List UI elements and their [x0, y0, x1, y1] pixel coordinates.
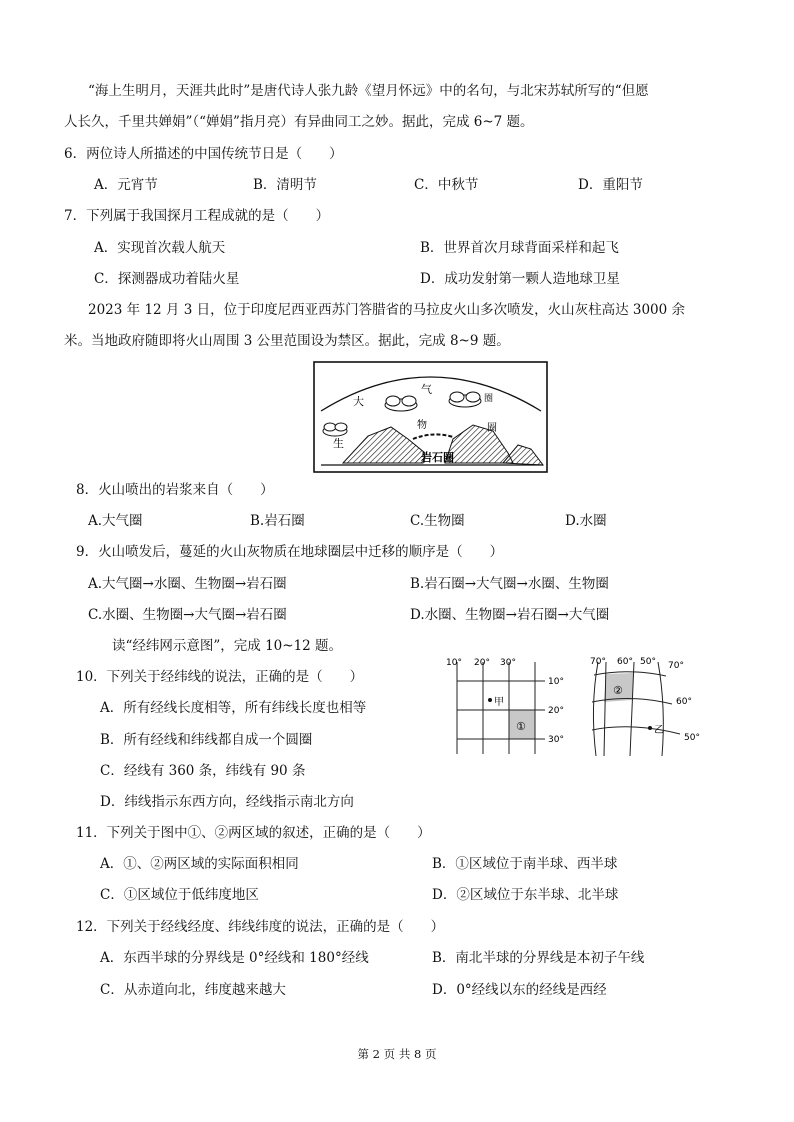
q9-option-d[interactable]: D.水圈、生物圈→岩石圈→大气圈 — [410, 607, 610, 623]
q11-option-d[interactable]: D．②区域位于东半球、北半球 — [432, 887, 619, 903]
left-top-label-3: 30° — [500, 658, 516, 668]
q10-option-b[interactable]: B．所有经线和纬线都自成一个圆圈 — [100, 732, 313, 748]
q12-option-d[interactable]: D．0°经线以东的经线是西经 — [432, 982, 607, 998]
right-side-label-3: 50° — [684, 733, 700, 743]
passage-2-line-2: 米。当地政府随即将火山周围 3 公里范围设为禁区。据此，完成 8~9 题。 — [64, 333, 510, 349]
q6-option-c[interactable]: C．中秋节 — [414, 177, 479, 193]
passage-1-line-2: 人长久，千里共婵娟”（“婵娟”指月亮）有异曲同工之妙。据此，完成 6~7 题。 — [64, 114, 534, 130]
q8-option-d[interactable]: D.水圈 — [565, 513, 607, 529]
label-wu: 物 — [417, 420, 427, 431]
left-side-label-1: 10° — [548, 677, 564, 687]
right-side-label-1: 70° — [668, 661, 684, 671]
q12-option-c[interactable]: C．从赤道向北，纬度越来越大 — [100, 982, 286, 998]
page-footer: 第 2 页 共 8 页 — [357, 1047, 437, 1061]
q7-option-a[interactable]: A．实现首次载人航天 — [94, 240, 226, 256]
q8-option-a[interactable]: A.大气圈 — [88, 513, 143, 529]
right-side-label-2: 60° — [676, 697, 692, 707]
passage-3: 读“经纬网示意图”，完成 10~12 题。 — [112, 638, 343, 654]
label-quan-2: 圈 — [487, 423, 497, 434]
question-8-stem: 8．火山喷出的岩浆来自（ ） — [76, 482, 274, 498]
question-7-stem: 7．下列属于我国探月工程成就的是（ ） — [64, 208, 330, 224]
label-quan-1: 圈 — [484, 394, 494, 404]
left-grid — [457, 662, 545, 754]
label-lithosphere: 岩石圈 — [421, 451, 454, 464]
q7-option-d[interactable]: D．成功发射第一颗人造地球卫星 — [420, 271, 620, 287]
point-yi — [648, 726, 652, 730]
right-grid — [592, 662, 680, 756]
q10-option-a[interactable]: A．所有经线长度相等，所有纬线长度也相等 — [100, 700, 367, 716]
passage-2-line-1: 2023 年 12 月 3 日，位于印度尼西亚西苏门答腊省的马拉皮火山多次喷发，火山灰柱高达 3000 余 — [88, 302, 686, 318]
q8-option-c[interactable]: C.生物圈 — [410, 513, 465, 529]
question-10-stem: 10．下列关于经纬线的说法，正确的是（ ） — [76, 669, 364, 685]
passage-1-line-1: “海上生明月，天涯共此时”是唐代诗人张九龄《望月怀远》中的名句，与北宋苏轼所写的“但愿 — [88, 83, 649, 99]
q8-option-b[interactable]: B.岩石圈 — [250, 513, 305, 529]
region-1-label: ① — [516, 720, 526, 733]
question-12-stem: 12．下列关于经线经度、纬线纬度的说法，正确的是（ ） — [76, 919, 445, 935]
label-sheng: 生 — [333, 437, 344, 450]
cloud-3 — [323, 423, 347, 436]
left-top-label-2: 20° — [474, 658, 490, 668]
q9-option-b[interactable]: B.岩石圈→大气圈→水圈、生物圈 — [410, 576, 609, 592]
q11-option-c[interactable]: C．①区域位于低纬度地区 — [100, 887, 259, 903]
point-jia-label: 甲 — [494, 697, 504, 708]
q12-option-a[interactable]: A．东西半球的分界线是 0°经线和 180°经线 — [100, 950, 369, 966]
q6-option-a[interactable]: A．元宵节 — [94, 177, 158, 193]
left-top-label-1: 10° — [446, 658, 462, 668]
q12-option-b[interactable]: B．南北半球的分界线是本初子午线 — [432, 950, 645, 966]
q7-option-c[interactable]: C．探测器成功着陆火星 — [94, 271, 240, 287]
q9-option-a[interactable]: A.大气圈→水圈、生物圈→岩石圈 — [88, 576, 287, 592]
q11-option-b[interactable]: B．①区域位于南半球、西半球 — [432, 856, 618, 872]
q9-option-c[interactable]: C.水圈、生物圈→大气圈→岩石圈 — [88, 607, 287, 623]
graticule-diagram — [440, 652, 740, 764]
point-jia — [488, 698, 492, 702]
left-side-label-2: 20° — [548, 706, 564, 716]
left-side-label-3: 30° — [548, 735, 564, 745]
label-da: 大 — [353, 395, 364, 408]
q6-option-d[interactable]: D．重阳节 — [578, 177, 643, 193]
point-yi-label: 乙 — [654, 725, 664, 736]
question-9-stem: 9．火山喷发后，蔓延的火山灰物质在地球圈层中迁移的顺序是（ ） — [76, 544, 504, 560]
right-top-label-1: 70° — [590, 657, 606, 667]
earth-spheres-diagram — [313, 361, 548, 473]
region-2-label: ② — [613, 684, 623, 697]
right-top-label-3: 50° — [640, 657, 656, 667]
q10-option-c[interactable]: C．经线有 360 条，纬线有 90 条 — [100, 763, 306, 779]
q6-option-b[interactable]: B．清明节 — [253, 177, 317, 193]
right-top-label-2: 60° — [617, 657, 633, 667]
label-qi: 气 — [421, 383, 432, 396]
question-11-stem: 11．下列关于图中①、②两区域的叙述，正确的是（ ） — [76, 825, 431, 841]
q7-option-b[interactable]: B．世界首次月球背面采样和起飞 — [420, 240, 619, 256]
question-6-stem: 6．两位诗人所描述的中国传统节日是（ ） — [64, 146, 343, 162]
q10-option-d[interactable]: D．纬线指示东西方向，经线指示南北方向 — [100, 794, 354, 810]
q11-option-a[interactable]: A．①、②两区域的实际面积相同 — [100, 856, 299, 872]
